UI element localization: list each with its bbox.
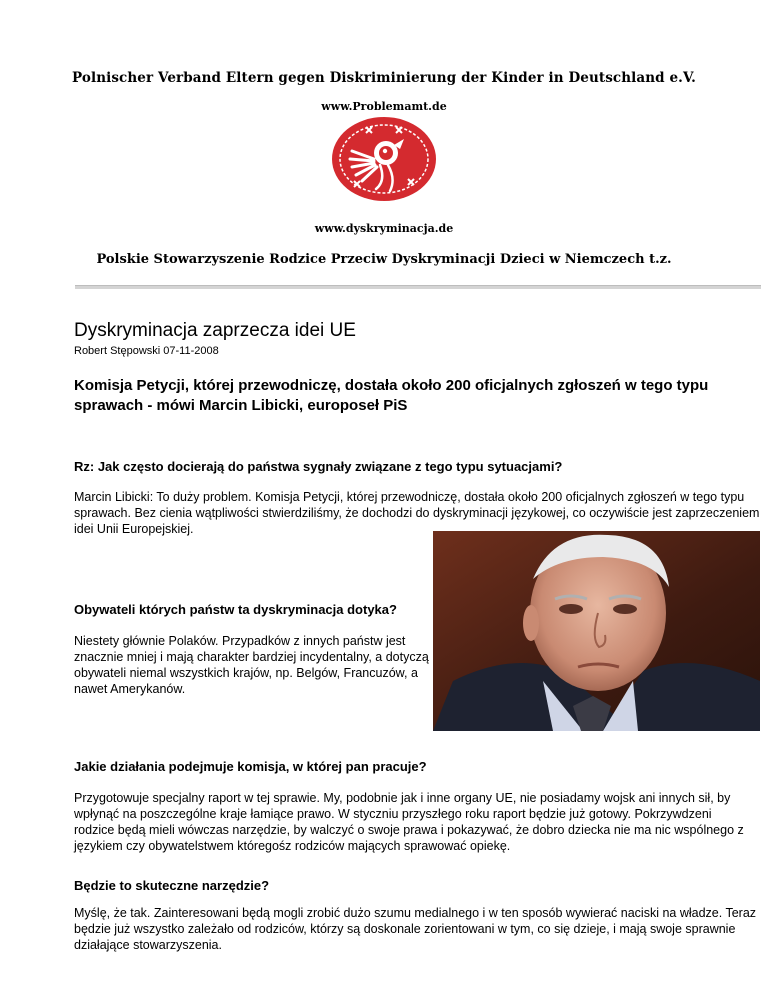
portrait-photo [433, 531, 760, 731]
interview-question-4: Będzie to skuteczne narzędzie? [74, 878, 270, 893]
article-byline: Robert Stępowski 07-11-2008 [74, 345, 219, 357]
website-link-problemamt[interactable]: www.Problemamt.de [321, 100, 447, 113]
interview-question-3: Jakie działania podejmuje komisja, w której pan pracuje? [74, 759, 427, 774]
interview-question-2: Obywateli których państw ta dyskryminacja dotyka? [74, 602, 397, 617]
org-name-polish: Polskie Stowarzyszenie Rodzice Przeciw Dyskryminacji Dzieci w Niemczech t.z. [96, 252, 672, 267]
article-lead: Komisja Petycji, której przewodniczę, dostała około 200 oficjalnych zgłoszeń w tego typu sprawach - mówi Marcin Libicki, europoseł PiS [74, 377, 709, 414]
association-logo [330, 115, 438, 203]
interview-answer-1: Marcin Libicki: To duży problem. Komisja Petycji, której przewodniczę, dostała około 200 oficjalnych zgłoszeń w tego typu sprawach. Bez cienia wątpliwości stwierdziliśmy, że dochodzi do dyskryminacji językowej, co oczywiście jest zaprzeczeniem idei Unii Europejskiej. [74, 490, 760, 536]
interview-answer-2: Niestety głównie Polaków. Przypadków z innych państw jest znacznie mniej i mają charakter bardziej incydentalny, a dotyczą obywateli niemal wszystkich krajów, np. Belgów, Francuzów, a nawet Amerykanów. [74, 634, 429, 696]
interview-answer-3: Przygotowuje specjalny raport w tej sprawie. My, podobnie jak i inne organy UE, nie posiadamy wojsk ani innych sił, by wpłynąć na poszczególne kraje łamiące prawo. W styczniu przyszłego roku raport będzie już gotowy. Pokrzywdzeni rodzice będą mieli wówczas narzędzie, by walczyć o swoje prawa i pokazywać, że dobro dziecka nie ma nic wspólnego z językiem czy obywatelstwem któregośz rodziców mających sprawować opiekę. [74, 791, 744, 853]
org-name-german: Polnischer Verband Eltern gegen Diskriminierung der Kinder in Deutschland e.V. [71, 70, 696, 86]
website-link-dyskryminacja[interactable]: www.dyskryminacja.de [314, 222, 454, 235]
article-title: Dyskryminacja zaprzecza idei UE [74, 320, 356, 341]
interview-question-1: Rz: Jak często docierają do państwa sygnały związane z tego typu sytuacjami? [74, 459, 563, 474]
header-divider [75, 285, 761, 289]
interview-answer-4: Myślę, że tak. Zainteresowani będą mogli zrobić dużo szumu medialnego i w ten sposób wywierać naciski na władze. Teraz będzie już wszystko zależało od rodziców, którzy są doskonale zorientowani w tym, co się dzieje, i mają swoje sprawnie działające stowarzyszenia. [74, 906, 757, 952]
